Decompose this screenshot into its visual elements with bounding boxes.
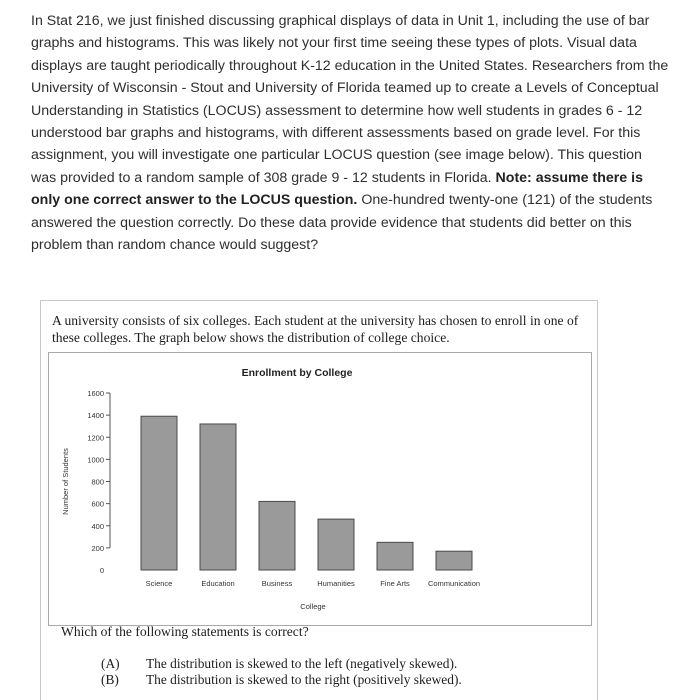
y-tick-label: 600 xyxy=(91,499,104,509)
x-axis-label: College xyxy=(300,602,326,611)
bar-business xyxy=(259,501,295,570)
intro-part1: In Stat 216, we just finished discussing graphical displays of data in Unit 1, including the use of bar graphs and histograms. This was likely not your first time seeing these types of plots. Visual data displays are taught periodically throughout K-12 education in the United States. Researchers from the University of Wisconsin - Stout and University of Florida teamed up to create a Levels of Conceptual Understanding in Statistics (LOCUS) assessment to determine how well students in grades 6 - 12 understood bar graphs and histograms, with different assessments based on grade level. For this assignment, you will investigate one particular LOCUS question (see image below). This question was provided to a random sample of 308 grade 9 - 12 students in Florida. xyxy=(31,13,669,186)
y-tick-label: 200 xyxy=(91,543,104,553)
y-tick-label: 1000 xyxy=(87,455,104,465)
x-tick-label: Fine Arts xyxy=(380,579,410,588)
y-axis-label: Number of Students xyxy=(61,448,70,515)
y-tick-label: 400 xyxy=(91,521,104,531)
bar-science xyxy=(141,416,177,570)
bar-communication xyxy=(436,551,472,570)
y-tick-label: 1400 xyxy=(87,411,104,421)
intro-note: Note: assume there is only one correct answer to the LOCUS question. xyxy=(31,169,643,209)
option-a-letter: (A) xyxy=(101,656,120,671)
x-tick-label: Science xyxy=(145,579,173,588)
y-tick-label: 1200 xyxy=(87,433,104,443)
x-tick-label: Business xyxy=(261,579,293,588)
option-a-text: The distribution is skewed to the left (negatively skewed). xyxy=(146,656,458,671)
option-b xyxy=(101,672,462,688)
x-tick-label: Education xyxy=(201,579,235,588)
chart-frame xyxy=(48,352,592,626)
y-tick-label: 1600 xyxy=(87,389,104,398)
bar-education xyxy=(200,424,236,570)
y-tick-label: 800 xyxy=(91,477,104,487)
assignment-intro xyxy=(31,10,671,256)
chart-title: Enrollment by College xyxy=(241,367,353,379)
question-prompt: A university consists of six colleges. Each student at the university has chosen to enroll in one of these colleges. The graph below shows the distribution of college choice. xyxy=(52,313,579,345)
enrollment-chart xyxy=(49,353,593,627)
intro-part2: One-hundred twenty-one (121) of the students answered the question correctly. Do these data provide evidence that students did better on this problem than random chance would suggest? xyxy=(31,192,653,254)
y-tick-label: 0 xyxy=(99,566,104,575)
x-tick-label: Communication xyxy=(427,579,481,588)
question-stem: Which of the following statements is correct? xyxy=(61,624,309,639)
x-tick-label: Humanities xyxy=(317,579,355,588)
option-a xyxy=(101,656,457,672)
bar-humanities xyxy=(318,519,354,570)
option-b-letter: (B) xyxy=(101,672,119,687)
locus-question-image xyxy=(40,300,598,700)
bar-fine-arts xyxy=(377,542,413,570)
option-b-text: The distribution is skewed to the right (positively skewed). xyxy=(146,672,462,687)
